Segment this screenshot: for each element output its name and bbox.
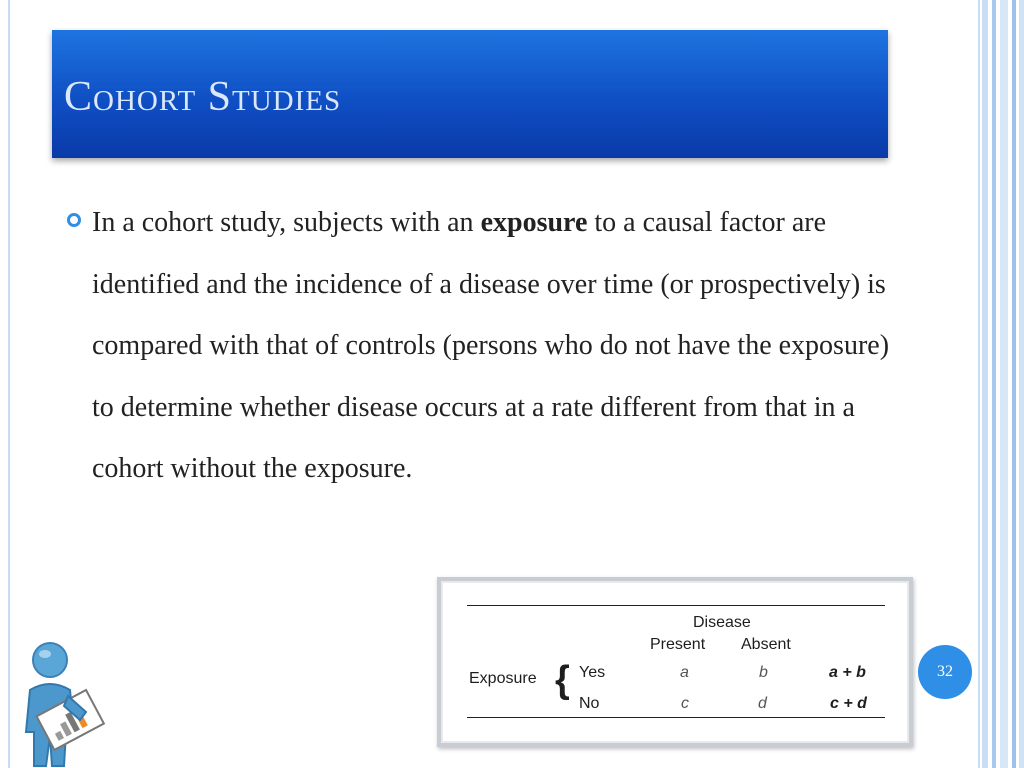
decorative-stripes [982,0,1024,768]
title-bar [52,30,888,158]
bullet-text-end: to a causal factor are identified and the incidence of a disease over time (or prospectively) is compared with that of controls (persons who do not have the exposure) to determine whether disease occurs at a rate different from that in a cohort without the exposure. [92,207,890,484]
cell-a: a [680,664,689,681]
bullet-ring-icon [66,212,82,228]
slide-number-badge: 32 [918,645,972,699]
row-label-no: No [579,695,600,712]
brace-icon: { [555,659,570,701]
row-group-label: Exposure [469,670,537,687]
column-header-present: Present [650,636,706,653]
cell-b: b [759,664,768,681]
cell-c: c [681,695,689,712]
table-bottom-rule [467,717,885,718]
cell-row-total-yes: a + b [829,664,866,681]
bullet-text-start: In a cohort study, subjects with an [92,207,481,238]
column-group-label: Disease [693,614,751,631]
column-header-absent: Absent [741,636,791,653]
slide-title: Cohort Studies [64,74,342,120]
contingency-table-image [437,577,913,747]
person-with-chart-icon [8,632,108,768]
cell-row-total-no: c + d [830,695,867,712]
table-top-rule [467,605,885,606]
bold-term: exposure [480,207,588,238]
bullet-text [92,192,892,500]
row-label-yes: Yes [579,664,606,681]
cell-d: d [758,695,767,712]
